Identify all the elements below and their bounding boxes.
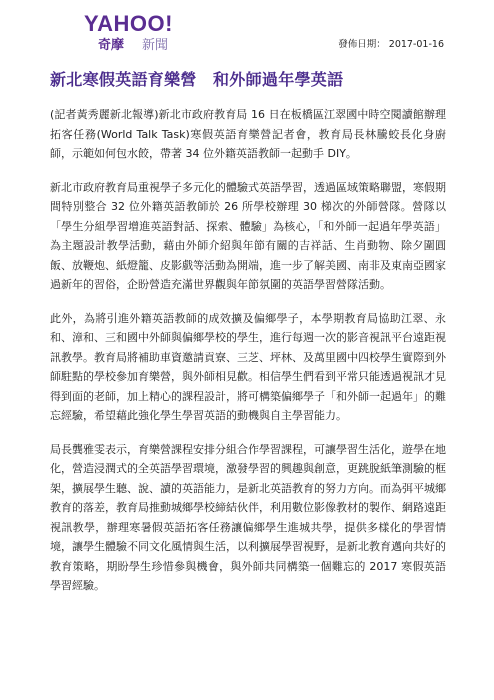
logo-subtitle: 奇摩 bbox=[98, 38, 125, 53]
yahoo-logo[interactable] bbox=[84, 11, 173, 53]
publish-date bbox=[338, 36, 444, 50]
logo-wordmark: YAHOO! bbox=[84, 11, 173, 36]
article-title: 新北寒假英語育樂營 和外師過年學英語 bbox=[50, 70, 344, 89]
page-header bbox=[84, 12, 444, 60]
article-paragraph: 新北市政府教育局重視學子多元化的體驗式英語學習，透過區域策略聯盟，寒假期間特別整合 32 位外籍英語教師於 26 所學校辦理 30 梯次的外師營隊。營隊以「學生分組學習增進英語對話、探索、體驗」為核心，「和外師一起過年學英語」為主題設計教學活動，藉由外師介紹與年節有關的吉祥話、生肖動物、除夕圍圓飯、放鞭炮、紙燈籠、皮影戲等活動為開端，進一步了解美國、南非及東南亞國家過新年的習俗，企盼營造充滿世界觀與年節氛圍的英語學習營隊活動。 bbox=[50, 180, 446, 291]
publish-date-value: 2017-01-16 bbox=[388, 39, 444, 50]
publish-date-label: 發佈日期： bbox=[338, 39, 386, 50]
article-body bbox=[50, 105, 446, 610]
article-paragraph: 此外，為將引進外籍英語教師的成效擴及偏鄉學子，本學期教育局協助江翠、永和、漳和、三和國中外師與偏鄉學校的學生，進行每週一次的影音視訊平台遠距視訊教學。教育局將補助車資邀請貢寮、三芝、坪林、及萬里國中四校學生實際到外師駐點的學校參加育樂營，與外師相見歡。相信學生們看到平常只能透過視訊才見得到面的老師，加上精心的課程設計，將可構築偏鄉學子「和外師一起過年」的難忘經驗，希望藉此強化學生學習英語的動機與自主學習能力。 bbox=[50, 311, 446, 422]
article-paragraph: 局長龔雅雯表示，育樂營課程安排分組合作學習課程，可讓學習生活化，遊學在地化，營造浸潤式的全英語學習環境，激發學習的興趣與創意，更跳脫紙筆測驗的框架，擴展學生聽、說、讀的英語能力，是新北英語教育的努力方向。而為弭平城鄉教育的落差，教育局推動城鄉學校締結伙伴，利用數位影像教材的製作、網路遠距視訊教學，辦理寒暑假英語拓客任務讓偏鄉學生進城共學，提供多樣化的學習情境，讓學生體驗不同文化風情與生活，以利擴展學習視野，是新北教育邁向共好的教育策略，期盼學生珍惜參與機會，與外師共同構築一個難忘的 2017 寒假英語學習經驗。 bbox=[50, 442, 446, 592]
logo-section: 新聞 bbox=[142, 38, 169, 53]
article-paragraph: (記者黃秀麗新北報導)新北市政府教育局 16 日在板橋區江翠國中時空閱讀館辦理拓客任務(World Talk Task)寒假英語育樂營記者會，教育局長林騰蛟長化身廚師，示範如何包水餃，帶著 34 位外籍英語教師一起動手 DIY。 bbox=[50, 108, 446, 160]
